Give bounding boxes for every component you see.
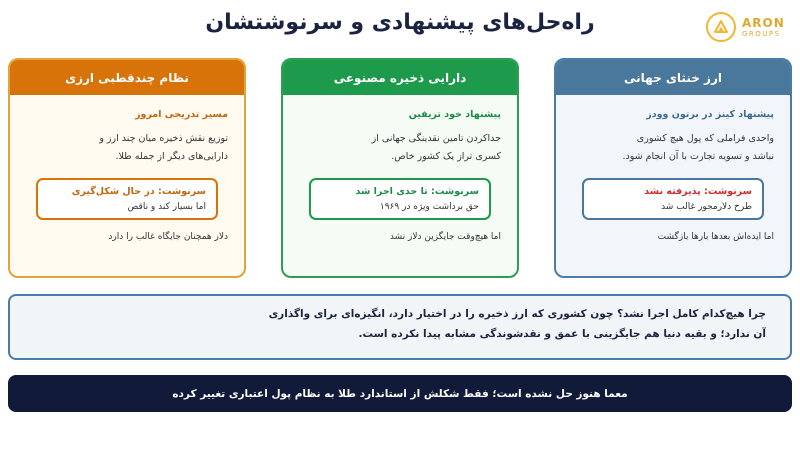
brand-logo bbox=[706, 12, 785, 42]
card-description-line: واحدی فراملی که پول هیچ کشوری bbox=[636, 133, 774, 144]
card-description bbox=[299, 130, 501, 166]
card-subtitle: پیشنهاد کینز در برتون وودز bbox=[646, 109, 774, 120]
card-header: دارایی ذخیره مصنوعی bbox=[283, 60, 517, 95]
scenario-box bbox=[36, 178, 218, 220]
card-header: ارز خنثای جهانی bbox=[556, 60, 790, 95]
card-description bbox=[26, 130, 228, 166]
card-footnote: اما ایده‌اش بعدها بارها بازگشت bbox=[657, 232, 774, 243]
card-subtitle: مسیر تدریجی امروز bbox=[135, 109, 228, 120]
question-line: آن ندارد؛ و بقیه دنیا هم جایگزینی با عمق و نقدشوندگی مشابه پیدا نکرده است. bbox=[358, 327, 766, 340]
card-description-line: نباشد و تسویه تجارت با آن انجام شود. bbox=[622, 151, 774, 163]
aron-logo-icon bbox=[706, 12, 736, 42]
logo-name: ARON bbox=[742, 15, 785, 30]
card-subtitle: پیشنهاد خود تریفین bbox=[408, 109, 501, 120]
scenario-text: حق برداشت ویژه در ۱۹۶۹ bbox=[379, 202, 479, 213]
logo-subtitle: GROUPS bbox=[742, 29, 781, 38]
scenario-box bbox=[582, 178, 764, 220]
card-description bbox=[572, 130, 774, 166]
question-line: چرا هیچ‌کدام کامل اجرا نشد؟ چون کشوری که ارز ذخیره را در اختیار دارد، انگیزه‌ای برای واگذاری bbox=[268, 308, 766, 320]
scenario-title: سرنوشت: تا حدی اجرا شد bbox=[355, 186, 479, 198]
card-description-line: دارایی‌های دیگر از جمله طلا. bbox=[115, 151, 228, 163]
card-description-line: کسری تراز یک کشور خاص. bbox=[391, 151, 501, 163]
card-footnote: دلار همچنان جایگاه غالب را دارد bbox=[108, 232, 228, 243]
scenario-title: سرنوشت: پذیرفته نشد bbox=[644, 186, 752, 198]
scenario-text: اما بسیار کند و ناقص bbox=[127, 202, 206, 213]
scenario-text: طرح دلارمحور غالب شد bbox=[661, 202, 752, 213]
card-multipolar-system bbox=[8, 58, 246, 278]
scenario-title: سرنوشت: در حال شکل‌گیری bbox=[71, 186, 206, 198]
card-neutral-currency bbox=[554, 58, 792, 278]
card-header: نظام چندقطبی ارزی bbox=[10, 60, 244, 95]
conclusion-banner bbox=[8, 375, 792, 412]
conclusion-text: معما هنوز حل نشده است؛ فقط شکلش از استاندارد طلا به نظام پول اعتباری تغییر کرده bbox=[172, 387, 628, 400]
scenario-box bbox=[309, 178, 491, 220]
page-title: راه‌حل‌های پیشنهادی و سرنوشتشان bbox=[205, 10, 595, 35]
card-description-line: جداکردن تامین نقدینگی جهانی از bbox=[371, 133, 501, 144]
card-description-line: توزیع نقش ذخیره میان چند ارز و bbox=[99, 133, 228, 144]
card-footnote: اما هیچ‌وقت جایگزین دلار نشد bbox=[389, 232, 501, 243]
card-synthetic-reserve bbox=[281, 58, 519, 278]
question-box bbox=[8, 294, 792, 360]
